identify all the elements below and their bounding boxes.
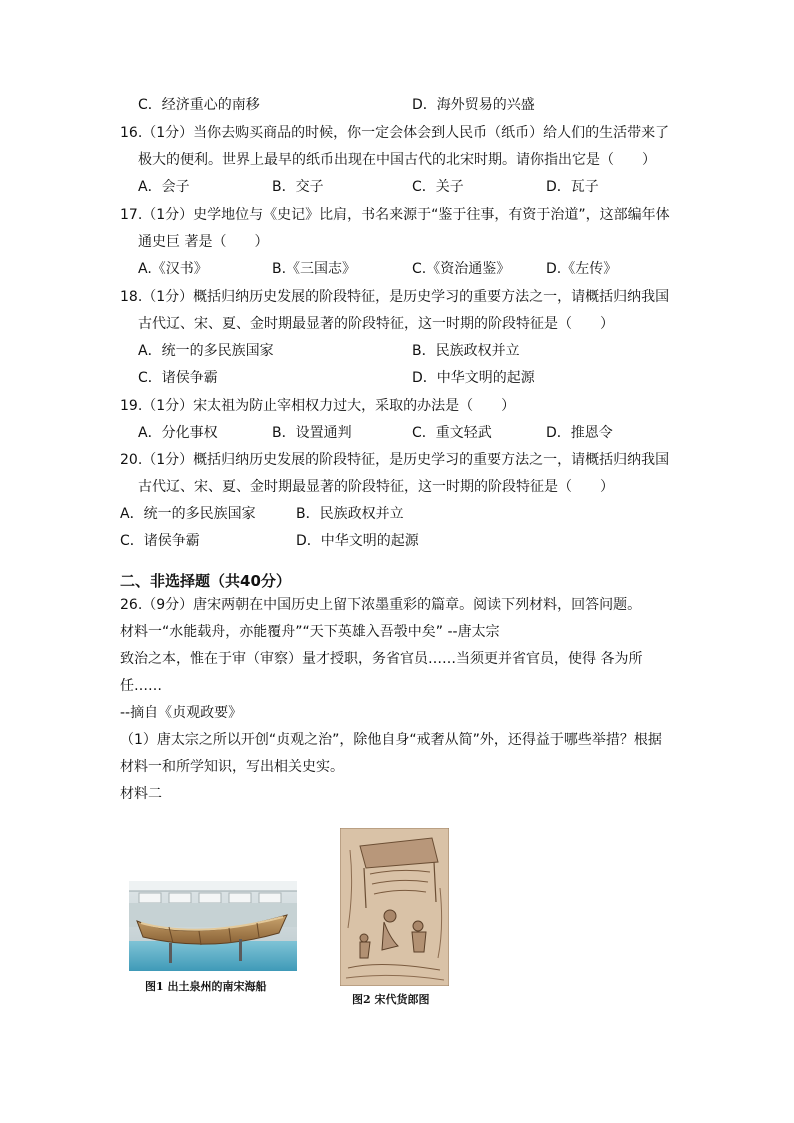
q20-option-b: B．民族政权并立 <box>296 506 404 522</box>
q17-option-b: B.《三国志》 <box>272 261 357 277</box>
q17-option-d: D.《左传》 <box>546 261 618 277</box>
q19-option-a: A．分化事权 <box>138 425 218 441</box>
q15-option-c: C．经济重心的南移 <box>138 97 260 113</box>
q18-stem-line2: 古代辽、宋、夏、金时期最显著的阶段特征，这一时期的阶段特征是（ ） <box>138 316 614 332</box>
q16-option-a: A．会子 <box>138 179 190 195</box>
section2-heading: 二、非选择题（共40分） <box>120 572 291 590</box>
q16-stem-line1: 16.（1分）当你去购买商品的时候，你一定会体会到人民币（纸币）给人们的生活带来了 <box>120 125 670 141</box>
figure-2-painting <box>340 828 449 986</box>
q16-option-d: D．瓦子 <box>546 179 599 195</box>
material1-line3: 任…… <box>120 678 162 694</box>
material1-source: --摘自《贞观政要》 <box>120 705 243 721</box>
q19-option-b: B．设置通判 <box>272 425 352 441</box>
q19-stem-line1: 19.（1分）宋太祖为防止宰相权力过大，采取的办法是（ ） <box>120 398 516 414</box>
q18-option-c: C．诸侯争霸 <box>138 370 218 386</box>
material2-label: 材料二 <box>120 786 162 802</box>
figure-2-caption: 图2 宋代货郎图 <box>352 993 430 1006</box>
q17-option-a: A.《汉书》 <box>138 261 208 277</box>
q20-option-d: D．中华文明的起源 <box>296 533 419 549</box>
q17-stem-line2: 通史巨 著是（ ） <box>138 234 269 250</box>
q16-option-b: B．交子 <box>272 179 324 195</box>
material1-line1: 材料一“水能载舟，亦能覆舟”“天下英雄入吾彀中矣” --唐太宗 <box>120 624 500 640</box>
q16-option-c: C．关子 <box>412 179 464 195</box>
q20-stem-line2: 古代辽、宋、夏、金时期最显著的阶段特征，这一时期的阶段特征是（ ） <box>138 479 614 495</box>
q20-option-c: C．诸侯争霸 <box>120 533 200 549</box>
q20-stem-line1: 20.（1分）概括归纳历史发展的阶段特征，是历史学习的重要方法之一，请概括归纳我国 <box>120 452 670 468</box>
q26-stem: 26.（9分）唐宋两朝在中国历史上留下浓墨重彩的篇章。阅读下列材料，回答问题。 <box>120 597 642 613</box>
q18-option-b: B．民族政权并立 <box>412 343 520 359</box>
q20-option-a: A．统一的多民族国家 <box>120 506 256 522</box>
material1-line2: 致治之本，惟在于审（审察）量才授职，务省官员……当须更并省官员，使得 各为所 <box>120 651 643 667</box>
q18-option-d: D．中华文明的起源 <box>412 370 535 386</box>
q18-option-a: A．统一的多民族国家 <box>138 343 274 359</box>
figure-1-ship-photo <box>129 881 297 971</box>
q18-stem-line1: 18.（1分）概括归纳历史发展的阶段特征，是历史学习的重要方法之一，请概括归纳我国 <box>120 289 670 305</box>
subquestion-1-line2: 材料一和所学知识，写出相关史实。 <box>120 759 344 775</box>
q19-option-c: C．重文轻武 <box>412 425 492 441</box>
q17-option-c: C.《资治通鉴》 <box>412 261 511 277</box>
q19-option-d: D．推恩令 <box>546 425 613 441</box>
q16-stem-line2: 极大的便利。世界上最早的纸币出现在中国古代的北宋时期。请你指出它是（ ） <box>138 152 656 168</box>
figure-1-caption: 图1 出土泉州的南宋海船 <box>145 980 267 993</box>
subquestion-1-line1: （1）唐太宗之所以开创“贞观之治”，除他自身“戒奢从简”外，还得益于哪些举措？根据 <box>120 732 662 748</box>
q15-option-d: D．海外贸易的兴盛 <box>412 97 535 113</box>
q17-stem-line1: 17.（1分）史学地位与《史记》比肩，书名来源于“鉴于往事，有资于治道”，这部编年体 <box>120 207 670 223</box>
